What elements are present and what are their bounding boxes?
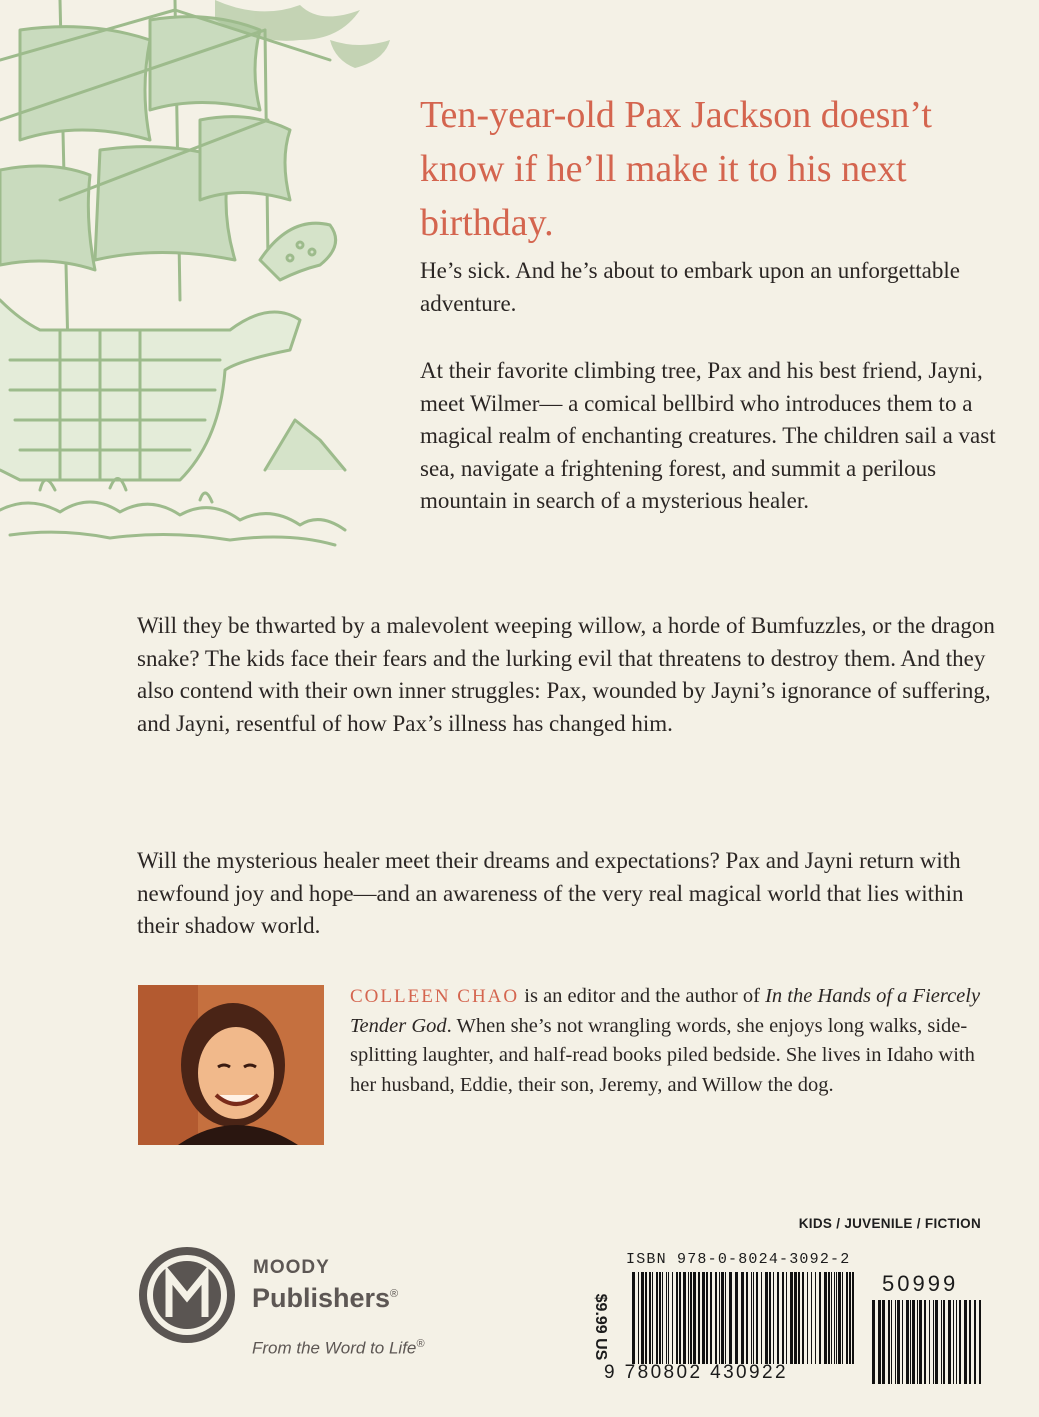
barcode-bar [725,1272,726,1364]
barcode-bar [794,1272,797,1364]
barcode-bar [790,1272,793,1364]
barcode-bar [798,1272,800,1364]
barcode-bar [956,1300,957,1384]
barcode-bar [974,1300,976,1384]
registered-mark: ® [390,1288,399,1300]
barcode-bar [842,1272,843,1364]
barcode-bar [656,1272,658,1364]
barcode-bar [662,1272,663,1364]
author-name: COLLEEN CHAO [350,986,520,1007]
barcode-bar [852,1272,854,1364]
barcode-bar [761,1272,762,1364]
barcode-bar [741,1272,744,1364]
barcode-bar [676,1272,678,1364]
moody-logo-icon [137,1245,237,1345]
barcode-bar [751,1272,752,1364]
barcode-bar [765,1272,768,1364]
barcode-bar [773,1272,774,1364]
closing-paragraph: Will the mysterious healer meet their dreams and expectations? Pax and Jayni return with newfound joy and hope—and an awareness of the very real magical world that lies within their shadow world. [137,848,964,938]
author-book-title: In the Hands of a Fiercely Tender God [350,985,981,1037]
barcode-bar [964,1300,967,1384]
barcode-bar [846,1272,848,1364]
barcode-bar [824,1272,827,1364]
barcode-bar [679,1272,681,1364]
author-bio [350,982,990,1100]
barcode-bar [969,1300,971,1384]
barcode-bar [638,1272,639,1364]
barcode-bar [807,1272,808,1364]
barcode-bar [668,1272,669,1364]
intro-paragraph: He’s sick. And he’s about to embark upon an unforgettable adventure. [420,258,960,316]
barcode-bar [786,1272,787,1364]
barcode-bar [959,1300,961,1384]
headline: Ten-year-old Pax Jackson doesn’t know if he’ll make it to his next birthday. [420,94,932,244]
publisher-tagline [252,1338,425,1359]
barcode-bar [933,1300,934,1384]
conflict-paragraph: Will they be thwarted by a malevolent weeping willow, a horde of Bumfuzzles, or the dragon snake? The kids face their fears and the lurking evil that threatens to destroy them. And they also contend with their own inner struggles: Pax, wounded by Jayni’s ignorance of suffering, and Jayni, resentful of how Pax’s illness has changed him. [137,613,995,736]
barcode-bar [948,1300,951,1384]
barcode-bar [834,1272,835,1364]
barcode-bar [693,1272,696,1364]
isbn-label: ISBN 978-0-8024-3092-2 [626,1251,851,1268]
barcode-bar [735,1272,738,1364]
barcode-bar [902,1300,903,1384]
barcode-bar [706,1272,708,1364]
barcode-bar [831,1272,832,1364]
barcode-bar [672,1272,673,1364]
barcode-bar [836,1272,837,1364]
ship-illustration [0,0,400,570]
barcode-bar [666,1272,667,1364]
barcode-bar [941,1300,942,1384]
barcode-bar [943,1300,945,1384]
barcode-bar [917,1300,918,1384]
publisher-name [252,1283,398,1314]
barcode-bar [849,1272,851,1364]
barcode-bar [888,1300,890,1384]
barcode-bar [715,1272,717,1364]
price-text: $9.99 US [592,1293,609,1361]
barcode-bar [659,1272,661,1364]
barcode-bar [641,1272,644,1364]
barcode-bar [891,1300,892,1384]
author-bio-text: is an editor and the author of [519,985,766,1007]
barcode-bar [882,1300,885,1384]
barcode-bar [698,1272,700,1364]
synopsis-paragraph: At their favorite climbing tree, Pax and his best friend, Jayni, meet Wilmer— a comical bellbird who introduces them to a magical realm of enchanting creatures. The children sail a vast sea, navigate a frightening forest, and summit a perilous mountain in search of a mysterious healer. [420,358,996,513]
barcode-bar [815,1272,816,1364]
barcode-bar [906,1300,909,1384]
barcode-bar [632,1272,635,1364]
barcode-bar [895,1300,896,1384]
tagline-registered-mark: ® [416,1338,425,1350]
barcode-bar [782,1272,784,1364]
barcode-bar [710,1272,712,1364]
publisher-name-top: MOODY [253,1257,330,1278]
barcode-bar [979,1300,981,1384]
barcode-bar [919,1300,922,1384]
barcode-bar [910,1300,911,1384]
publisher-name-bottom: Publishers [252,1283,391,1313]
price-addon-digits: 50999 [882,1271,959,1296]
barcode-bar [802,1272,804,1364]
barcode-bar [721,1272,724,1364]
barcode-bar [838,1272,841,1364]
barcode-bar [652,1272,653,1364]
barcode-bar [897,1300,900,1384]
barcode-bar [924,1300,926,1384]
barcode-bar [777,1272,779,1364]
barcode-digits: 9 780802 430922 [604,1362,788,1383]
category-label: KIDS / JUVENILE / FICTION [798,1216,981,1231]
barcode-bar [683,1272,686,1364]
author-photo [138,985,324,1145]
barcode-bar [753,1272,754,1364]
barcode-bar [746,1272,748,1364]
tagline-text: From the Word to Life [252,1338,417,1358]
barcode-bar [929,1300,930,1384]
barcode-bar [953,1300,954,1384]
barcode-bar [702,1272,705,1364]
author-bio-text-continued: . When she’s not wrangling words, she enjoys long walks, side-splitting laughter, and half-read books piled bedside. She lives in Idaho with her husband, Eddie, their son, Jeremy, and Willow the dog. [350,1014,975,1096]
barcode-bar [756,1272,758,1364]
barcode-bar [935,1300,938,1384]
barcode-bar [872,1300,875,1384]
barcode-bar [719,1272,720,1364]
barcode-bar [649,1272,651,1364]
barcode-bar [729,1272,732,1364]
barcode-bar [819,1272,821,1364]
isbn-barcode [632,1272,857,1364]
barcode-bar [645,1272,647,1364]
barcode-bar [690,1272,692,1364]
barcode-bar [878,1300,881,1384]
barcode-bar [688,1272,689,1364]
barcode-bar [912,1300,915,1384]
barcode-bar [828,1272,830,1364]
barcode-bar [769,1272,771,1364]
barcode-bar [811,1272,812,1364]
price-addon-barcode [872,1300,982,1384]
